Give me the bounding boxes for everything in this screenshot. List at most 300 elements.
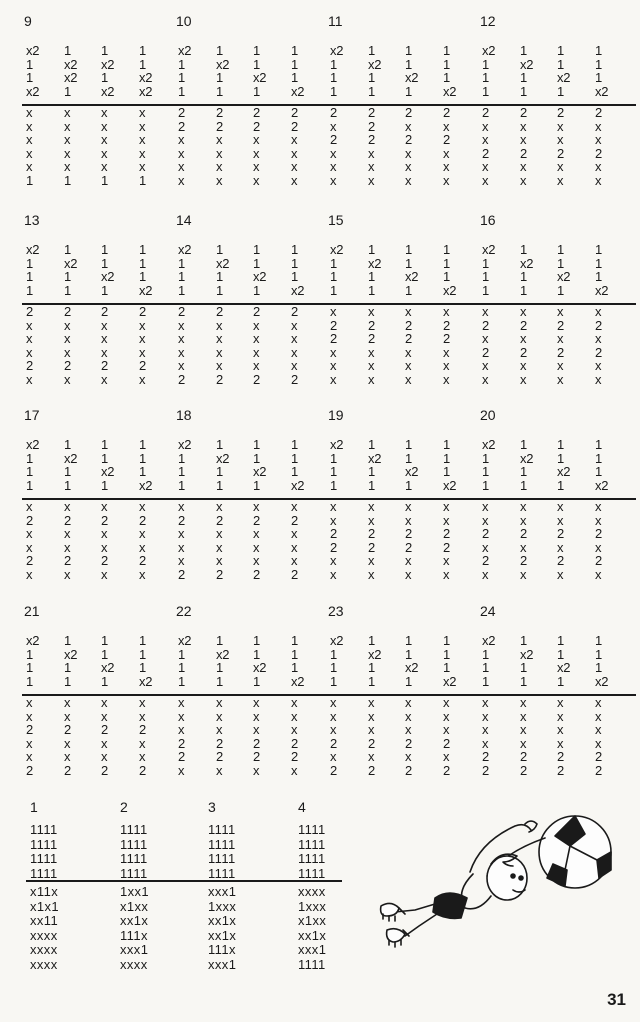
top-cell: 1 bbox=[557, 255, 564, 271]
bottom-cell: x bbox=[368, 499, 375, 514]
top-cell: x2 bbox=[64, 450, 78, 466]
top-cell: 1 bbox=[557, 437, 564, 452]
bottom-cell: x bbox=[520, 358, 527, 373]
bottom-cell: x bbox=[557, 722, 564, 737]
problem-number: 9 bbox=[24, 13, 32, 29]
bottom-cell: 2 bbox=[139, 762, 146, 778]
bottom-cell: 2 bbox=[291, 105, 298, 120]
top-cell: 1 bbox=[330, 255, 337, 271]
top-row: 1111 bbox=[298, 822, 326, 837]
bottom-cell: x bbox=[101, 344, 108, 360]
bottom-cell: 2 bbox=[26, 304, 33, 319]
bottom-cell: 2 bbox=[178, 118, 185, 134]
bottom-cell: x bbox=[520, 539, 527, 555]
bottom-cell: x bbox=[291, 526, 298, 541]
bottom-cell: x bbox=[520, 331, 527, 346]
top-cell: 1 bbox=[368, 282, 375, 298]
bottom-cell: x bbox=[291, 539, 298, 555]
bottom-cell: 2 bbox=[443, 526, 450, 541]
top-cell: x2 bbox=[482, 242, 496, 257]
top-cell: 1 bbox=[291, 633, 298, 648]
top-cell: 1 bbox=[139, 646, 146, 662]
top-cell: x2 bbox=[101, 269, 115, 284]
bottom-cell: 2 bbox=[557, 553, 564, 568]
top-cell: 1 bbox=[178, 673, 185, 689]
bottom-cell: x bbox=[520, 132, 527, 147]
top-cell: x2 bbox=[216, 450, 230, 466]
bottom-cell: x bbox=[405, 695, 412, 710]
bottom-cell: x bbox=[557, 499, 564, 514]
bottom-cell: x bbox=[595, 132, 602, 147]
top-cell: 1 bbox=[595, 660, 602, 675]
bottom-cell: 2 bbox=[64, 512, 71, 528]
top-cell: 1 bbox=[216, 477, 223, 493]
bottom-cell: x bbox=[139, 708, 146, 724]
bottom-cell: x bbox=[443, 708, 450, 724]
top-cell: 1 bbox=[253, 437, 260, 452]
top-cell: 1 bbox=[139, 43, 146, 58]
bottom-cell: x bbox=[520, 159, 527, 174]
bottom-cell: 2 bbox=[443, 539, 450, 555]
bottom-cell: x bbox=[443, 159, 450, 174]
bottom-cell: 2 bbox=[557, 762, 564, 778]
bottom-cell: x bbox=[557, 118, 564, 134]
bottom-cell: x bbox=[178, 145, 185, 161]
top-cell: 1 bbox=[482, 83, 489, 99]
top-cell: x2 bbox=[330, 242, 344, 257]
top-cell: 1 bbox=[216, 269, 223, 284]
bottom-cell: 2 bbox=[216, 118, 223, 134]
divider-line bbox=[152, 303, 304, 305]
problem-number: 12 bbox=[480, 13, 496, 29]
problem-number: 21 bbox=[24, 603, 40, 619]
top-cell: 1 bbox=[26, 450, 33, 466]
bottom-cell: x bbox=[520, 708, 527, 724]
top-cell: 1 bbox=[330, 56, 337, 72]
bottom-cell: x bbox=[482, 512, 489, 528]
bottom-cell: 2 bbox=[482, 553, 489, 568]
top-cell: 1 bbox=[557, 282, 564, 298]
bottom-cell: x bbox=[557, 331, 564, 346]
top-cell: 1 bbox=[139, 269, 146, 284]
top-cell: x2 bbox=[178, 437, 192, 452]
bottom-cell: x bbox=[101, 371, 108, 387]
problem-number: 20 bbox=[480, 407, 496, 423]
top-cell: 1 bbox=[139, 437, 146, 452]
top-cell: x2 bbox=[26, 83, 40, 99]
top-cell: x2 bbox=[443, 477, 457, 493]
bottom-cell: x bbox=[291, 344, 298, 360]
top-cell: 1 bbox=[101, 43, 108, 58]
top-cell: 1 bbox=[368, 673, 375, 689]
bottom-row: x1xx bbox=[120, 898, 149, 914]
top-cell: 1 bbox=[64, 660, 71, 675]
bottom-cell: x bbox=[26, 735, 33, 751]
bottom-cell: 2 bbox=[253, 105, 260, 120]
top-cell: 1 bbox=[595, 646, 602, 662]
bottom-cell: 1 bbox=[64, 172, 71, 188]
bottom-cell: 2 bbox=[595, 317, 602, 333]
problem-number: 3 bbox=[208, 799, 216, 815]
bottom-cell: 2 bbox=[520, 105, 527, 120]
top-cell: 1 bbox=[405, 673, 412, 689]
top-cell: 1 bbox=[482, 477, 489, 493]
bottom-cell: x bbox=[26, 708, 33, 724]
top-cell: 1 bbox=[64, 83, 71, 99]
divider-line bbox=[26, 880, 342, 882]
bottom-cell: 2 bbox=[291, 512, 298, 528]
top-row: 1111 bbox=[30, 822, 58, 837]
bottom-cell: 2 bbox=[405, 539, 412, 555]
bottom-cell: x bbox=[101, 749, 108, 764]
top-cell: x2 bbox=[64, 70, 78, 85]
bottom-cell: x bbox=[253, 526, 260, 541]
top-cell: 1 bbox=[520, 43, 527, 58]
top-cell: 1 bbox=[291, 43, 298, 58]
bottom-cell: x bbox=[368, 145, 375, 161]
bottom-cell: x bbox=[178, 159, 185, 174]
bottom-cell: x bbox=[139, 159, 146, 174]
top-cell: x2 bbox=[405, 70, 419, 85]
top-cell: 1 bbox=[520, 660, 527, 675]
top-cell: 1 bbox=[557, 450, 564, 466]
bottom-cell: x bbox=[216, 526, 223, 541]
top-cell: 1 bbox=[291, 242, 298, 257]
top-row: 1111 bbox=[120, 822, 148, 837]
bottom-cell: x bbox=[291, 159, 298, 174]
bottom-cell: 2 bbox=[482, 317, 489, 333]
bottom-cell: x bbox=[557, 566, 564, 582]
problem-number: 16 bbox=[480, 212, 496, 228]
top-cell: x2 bbox=[368, 450, 382, 466]
top-cell: x2 bbox=[253, 70, 267, 85]
bottom-cell: x bbox=[26, 526, 33, 541]
top-cell: x2 bbox=[330, 633, 344, 648]
top-cell: 1 bbox=[139, 242, 146, 257]
bottom-cell: x bbox=[557, 539, 564, 555]
bottom-row: 1111 bbox=[298, 956, 326, 972]
bottom-cell: 2 bbox=[520, 762, 527, 778]
bottom-cell: x bbox=[291, 762, 298, 778]
top-cell: 1 bbox=[520, 282, 527, 298]
top-cell: 1 bbox=[291, 269, 298, 284]
bottom-cell: 2 bbox=[64, 358, 71, 373]
bottom-cell: 2 bbox=[405, 526, 412, 541]
divider-line bbox=[304, 694, 456, 696]
top-cell: 1 bbox=[253, 242, 260, 257]
bottom-row: xxx1 bbox=[208, 884, 237, 899]
top-row: 1111 bbox=[208, 822, 236, 837]
bottom-cell: x bbox=[291, 331, 298, 346]
top-cell: x2 bbox=[557, 660, 571, 675]
bottom-cell: x bbox=[291, 172, 298, 188]
bottom-cell: x bbox=[557, 708, 564, 724]
top-cell: 1 bbox=[520, 269, 527, 284]
problem-number: 13 bbox=[24, 212, 40, 228]
bottom-cell: x bbox=[291, 145, 298, 161]
top-cell: 1 bbox=[368, 269, 375, 284]
bottom-cell: x bbox=[330, 172, 337, 188]
top-cell: 1 bbox=[139, 255, 146, 271]
problem-number: 4 bbox=[298, 799, 306, 815]
top-cell: x2 bbox=[26, 633, 40, 648]
bottom-cell: x bbox=[482, 539, 489, 555]
bottom-cell: x bbox=[139, 566, 146, 582]
bottom-cell: x bbox=[101, 145, 108, 161]
bottom-cell: 2 bbox=[520, 145, 527, 161]
bottom-cell: x bbox=[253, 499, 260, 514]
top-cell: x2 bbox=[368, 56, 382, 72]
bottom-cell: 2 bbox=[291, 304, 298, 319]
top-cell: 1 bbox=[26, 464, 33, 479]
top-cell: 1 bbox=[557, 633, 564, 648]
top-cell: x2 bbox=[595, 477, 609, 493]
top-cell: 1 bbox=[216, 83, 223, 99]
top-cell: 1 bbox=[216, 633, 223, 648]
top-cell: 1 bbox=[443, 437, 450, 452]
top-cell: 1 bbox=[520, 673, 527, 689]
bottom-cell: x bbox=[253, 344, 260, 360]
bottom-cell: x bbox=[139, 317, 146, 333]
bottom-cell: x bbox=[330, 566, 337, 582]
bottom-cell: x bbox=[443, 512, 450, 528]
bottom-cell: x bbox=[520, 499, 527, 514]
bottom-cell: x bbox=[595, 722, 602, 737]
bottom-cell: x bbox=[520, 695, 527, 710]
bottom-cell: 2 bbox=[101, 358, 108, 373]
top-cell: 1 bbox=[330, 282, 337, 298]
top-cell: 1 bbox=[520, 83, 527, 99]
bottom-cell: x bbox=[64, 735, 71, 751]
top-cell: 1 bbox=[101, 282, 108, 298]
top-row: 1111 bbox=[208, 851, 236, 866]
top-cell: 1 bbox=[405, 450, 412, 466]
top-cell: 1 bbox=[101, 450, 108, 466]
bottom-cell: 2 bbox=[216, 371, 223, 387]
bottom-row: 111x bbox=[120, 927, 148, 943]
top-cell: 1 bbox=[291, 70, 298, 85]
bottom-cell: x bbox=[178, 331, 185, 346]
top-cell: 1 bbox=[253, 633, 260, 648]
bottom-cell: x bbox=[520, 566, 527, 582]
bottom-cell: x bbox=[216, 331, 223, 346]
bottom-cell: x bbox=[443, 358, 450, 373]
top-cell: 1 bbox=[101, 646, 108, 662]
bottom-cell: 2 bbox=[178, 566, 185, 582]
top-row: 1111 bbox=[298, 851, 326, 866]
bottom-cell: 2 bbox=[253, 735, 260, 751]
bottom-cell: 2 bbox=[178, 749, 185, 764]
problem-number: 1 bbox=[30, 799, 38, 815]
top-cell: 1 bbox=[330, 646, 337, 662]
top-cell: 1 bbox=[595, 43, 602, 58]
top-cell: 1 bbox=[405, 242, 412, 257]
top-cell: 1 bbox=[330, 83, 337, 99]
bottom-cell: x bbox=[139, 695, 146, 710]
bottom-cell: x bbox=[139, 749, 146, 764]
bottom-cell: 2 bbox=[595, 749, 602, 764]
bottom-cell: x bbox=[291, 722, 298, 737]
bottom-cell: x bbox=[64, 695, 71, 710]
top-cell: 1 bbox=[443, 56, 450, 72]
bottom-cell: 1 bbox=[101, 172, 108, 188]
bottom-row: xxxx bbox=[120, 956, 148, 972]
top-cell: 1 bbox=[64, 242, 71, 257]
top-cell: 1 bbox=[253, 450, 260, 466]
bottom-cell: x bbox=[253, 132, 260, 147]
bottom-cell: x bbox=[520, 172, 527, 188]
bottom-cell: x bbox=[139, 331, 146, 346]
bottom-cell: x bbox=[178, 722, 185, 737]
top-cell: x2 bbox=[101, 660, 115, 675]
bottom-cell: x bbox=[101, 695, 108, 710]
bottom-cell: 2 bbox=[178, 304, 185, 319]
bottom-cell: 2 bbox=[330, 132, 337, 147]
bottom-cell: 2 bbox=[253, 512, 260, 528]
bottom-cell: 2 bbox=[26, 358, 33, 373]
bottom-cell: 2 bbox=[178, 735, 185, 751]
top-cell: 1 bbox=[253, 673, 260, 689]
bottom-cell: 2 bbox=[557, 749, 564, 764]
bottom-cell: x bbox=[178, 172, 185, 188]
bottom-cell: x bbox=[595, 735, 602, 751]
divider-line bbox=[22, 104, 152, 106]
top-cell: 1 bbox=[26, 282, 33, 298]
bottom-cell: x bbox=[368, 722, 375, 737]
bottom-cell: 2 bbox=[101, 553, 108, 568]
top-cell: 1 bbox=[64, 282, 71, 298]
top-cell: x2 bbox=[178, 43, 192, 58]
bottom-cell: x bbox=[216, 145, 223, 161]
top-cell: x2 bbox=[405, 269, 419, 284]
top-cell: 1 bbox=[482, 70, 489, 85]
bottom-cell: x bbox=[330, 159, 337, 174]
top-cell: 1 bbox=[368, 242, 375, 257]
bottom-cell: x bbox=[216, 762, 223, 778]
bottom-cell: 2 bbox=[330, 526, 337, 541]
bottom-cell: x bbox=[64, 105, 71, 120]
top-cell: 1 bbox=[64, 477, 71, 493]
bottom-cell: 2 bbox=[216, 749, 223, 764]
top-cell: 1 bbox=[139, 633, 146, 648]
bottom-cell: x bbox=[101, 526, 108, 541]
bottom-cell: x bbox=[253, 722, 260, 737]
bottom-cell: 2 bbox=[368, 526, 375, 541]
bottom-cell: x bbox=[178, 358, 185, 373]
bottom-cell: x bbox=[330, 304, 337, 319]
top-cell: x2 bbox=[520, 646, 534, 662]
top-cell: 1 bbox=[595, 437, 602, 452]
bottom-cell: x bbox=[216, 539, 223, 555]
bottom-cell: 1 bbox=[139, 172, 146, 188]
bottom-cell: 2 bbox=[405, 331, 412, 346]
top-cell: 1 bbox=[520, 477, 527, 493]
bottom-row: xx1x bbox=[298, 927, 327, 943]
top-cell: 1 bbox=[291, 450, 298, 466]
bottom-cell: 2 bbox=[101, 722, 108, 737]
bottom-cell: 2 bbox=[595, 526, 602, 541]
top-cell: x2 bbox=[26, 242, 40, 257]
bottom-cell: x bbox=[64, 118, 71, 134]
bottom-cell: 2 bbox=[595, 105, 602, 120]
top-cell: 1 bbox=[291, 660, 298, 675]
bottom-cell: 2 bbox=[368, 132, 375, 147]
top-cell: 1 bbox=[26, 477, 33, 493]
bottom-cell: 2 bbox=[405, 105, 412, 120]
top-cell: 1 bbox=[405, 255, 412, 271]
bottom-cell: x bbox=[443, 145, 450, 161]
bottom-cell: x bbox=[330, 499, 337, 514]
bottom-cell: x bbox=[368, 172, 375, 188]
bottom-cell: x bbox=[253, 695, 260, 710]
bottom-cell: x bbox=[482, 159, 489, 174]
top-cell: 1 bbox=[405, 282, 412, 298]
bottom-cell: x bbox=[178, 499, 185, 514]
problem-number: 15 bbox=[328, 212, 344, 228]
bottom-cell: x bbox=[216, 132, 223, 147]
bottom-cell: x bbox=[405, 304, 412, 319]
bottom-cell: 2 bbox=[368, 762, 375, 778]
bottom-cell: 2 bbox=[368, 331, 375, 346]
bottom-cell: 2 bbox=[482, 145, 489, 161]
top-cell: x2 bbox=[178, 633, 192, 648]
bottom-cell: x bbox=[330, 722, 337, 737]
bottom-row: xx11 bbox=[30, 913, 59, 928]
top-row: 1111 bbox=[30, 836, 58, 852]
bottom-cell: x bbox=[26, 566, 33, 582]
bottom-cell: 2 bbox=[216, 105, 223, 120]
bottom-cell: x bbox=[368, 304, 375, 319]
bottom-cell: x bbox=[26, 539, 33, 555]
bottom-cell: x bbox=[482, 566, 489, 582]
bottom-cell: x bbox=[101, 539, 108, 555]
top-cell: 1 bbox=[139, 56, 146, 72]
bottom-cell: x bbox=[405, 499, 412, 514]
bottom-cell: 2 bbox=[178, 512, 185, 528]
bottom-cell: x bbox=[482, 371, 489, 387]
top-cell: 1 bbox=[178, 70, 185, 85]
top-cell: 1 bbox=[482, 282, 489, 298]
bottom-cell: x bbox=[368, 358, 375, 373]
bottom-cell: 2 bbox=[178, 371, 185, 387]
top-cell: 1 bbox=[216, 660, 223, 675]
top-cell: 1 bbox=[101, 673, 108, 689]
bottom-row: xxx1 bbox=[208, 956, 237, 972]
bottom-cell: x bbox=[64, 539, 71, 555]
bottom-cell: x bbox=[26, 695, 33, 710]
bottom-cell: x bbox=[520, 371, 527, 387]
bottom-cell: x bbox=[405, 512, 412, 528]
top-cell: 1 bbox=[178, 464, 185, 479]
top-row: 1111 bbox=[208, 865, 236, 881]
bottom-cell: x bbox=[443, 499, 450, 514]
top-cell: 1 bbox=[557, 673, 564, 689]
bottom-cell: x bbox=[330, 749, 337, 764]
bottom-cell: x bbox=[64, 132, 71, 147]
top-row: 1111 bbox=[298, 865, 326, 881]
bottom-cell: 2 bbox=[443, 132, 450, 147]
bottom-cell: x bbox=[216, 708, 223, 724]
bottom-cell: x bbox=[482, 118, 489, 134]
bottom-cell: x bbox=[482, 331, 489, 346]
top-cell: 1 bbox=[405, 477, 412, 493]
top-cell: 1 bbox=[443, 464, 450, 479]
problem-number: 19 bbox=[328, 407, 344, 423]
problem-number: 10 bbox=[176, 13, 192, 29]
top-cell: 1 bbox=[253, 255, 260, 271]
bottom-cell: x bbox=[520, 118, 527, 134]
bottom-cell: x bbox=[216, 159, 223, 174]
